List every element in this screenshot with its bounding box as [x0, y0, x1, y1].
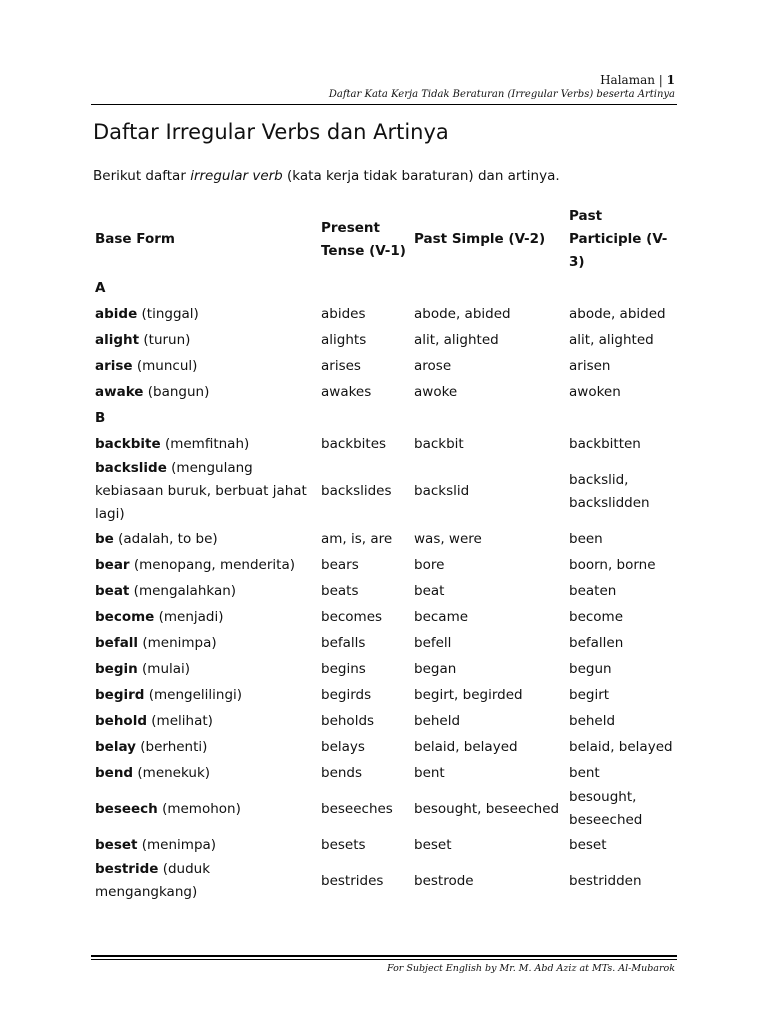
base-form-cell: [91, 708, 317, 734]
present-tense-cell: bestrides: [321, 872, 384, 889]
past-simple-cell: arose: [414, 357, 452, 374]
header-page: [600, 73, 675, 87]
base-form-cell: [91, 656, 317, 682]
present-tense-cell: backslides: [321, 483, 392, 499]
past-simple-cell: beheld: [414, 712, 461, 729]
present-tense-cell: beats: [321, 582, 359, 599]
verb: bear: [95, 556, 130, 573]
table-row: [91, 832, 677, 858]
meaning: (menopang, menderita): [129, 556, 295, 573]
intro-before: Berikut daftar: [93, 168, 191, 184]
past-participle-cell: besought, beseeched: [569, 789, 643, 828]
verb: alight: [95, 331, 140, 348]
footer-credit: For Subject English by Mr. M. Abd Aziz at MTs. Al-Mubarok: [387, 963, 675, 974]
table-body: [91, 275, 677, 904]
past-simple-cell: beat: [414, 582, 445, 599]
past-participle-cell: beset: [569, 836, 607, 853]
past-simple-cell: belaid, belayed: [414, 738, 518, 755]
intro-italic: irregular verb: [190, 168, 283, 184]
meaning: (mulai): [137, 660, 191, 677]
past-participle-cell: bent: [569, 764, 600, 781]
base-form-cell: [91, 630, 317, 656]
verb: backbite: [95, 435, 161, 452]
verb: beseech: [95, 800, 158, 817]
header-past-participle: Past Participle (V-3): [569, 208, 668, 270]
section-letter: B: [95, 409, 106, 426]
past-participle-cell: boorn, borne: [569, 556, 656, 573]
present-tense-cell: arises: [321, 357, 361, 374]
base-form-cell: [91, 682, 317, 708]
past-participle-cell: arisen: [569, 357, 611, 374]
table-row: [91, 656, 677, 682]
verb: arise: [95, 357, 133, 374]
base-form-cell: [91, 832, 317, 858]
meaning: (turun): [139, 331, 191, 348]
table-row: [91, 431, 677, 457]
past-simple-cell: backslid: [414, 483, 470, 499]
table-row: [91, 327, 677, 353]
table-row: [91, 858, 677, 904]
verb: backslide: [95, 460, 167, 476]
past-simple-cell: bore: [414, 556, 445, 573]
table-row: [91, 379, 677, 405]
table-row: [91, 604, 677, 630]
table-row: [91, 457, 677, 526]
present-tense-cell: becomes: [321, 608, 383, 625]
past-participle-cell: backbitten: [569, 435, 641, 452]
meaning: (menekuk): [133, 764, 211, 781]
base-form-cell: [91, 604, 317, 630]
meaning: (mengalahkan): [129, 582, 237, 599]
meaning: (adalah, to be): [113, 530, 218, 547]
present-tense-cell: backbites: [321, 435, 387, 452]
header-subtitle: Daftar Kata Kerja Tidak Beraturan (Irregular Verbs) beserta Artinya: [328, 89, 675, 100]
letter-row: [91, 405, 677, 431]
verb: belay: [95, 738, 136, 755]
verb: be: [95, 530, 114, 547]
meaning: (muncul): [132, 357, 198, 374]
meaning: (menimpa): [138, 634, 217, 651]
page-label: Halaman |: [600, 73, 663, 87]
base-form-cell: [91, 552, 317, 578]
intro-after: (kata kerja tidak baraturan) dan artinya.: [282, 168, 560, 184]
meaning: (berhenti): [135, 738, 208, 755]
meaning: (memfitnah): [160, 435, 250, 452]
table-row: [91, 630, 677, 656]
past-participle-cell: backslid, backslidden: [569, 471, 650, 511]
table-row: [91, 734, 677, 760]
base-form-cell: [91, 578, 317, 604]
meaning: (duduk mengangkang): [95, 861, 211, 900]
past-simple-cell: bent: [414, 764, 445, 781]
base-form-cell: [91, 858, 317, 904]
base-form-cell: [91, 353, 317, 379]
verb: beset: [95, 836, 138, 853]
present-tense-cell: awakes: [321, 383, 372, 400]
past-participle-cell: begirt: [569, 686, 610, 703]
meaning: (mengulang kebiasaan buruk, berbuat jahat lagi): [95, 460, 307, 522]
present-tense-cell: begins: [321, 660, 366, 677]
past-participle-cell: abode, abided: [569, 305, 666, 322]
verb: become: [95, 608, 155, 625]
present-tense-cell: bears: [321, 556, 359, 573]
present-tense-cell: alights: [321, 331, 367, 348]
past-simple-cell: became: [414, 608, 469, 625]
past-participle-cell: been: [569, 530, 603, 547]
past-simple-cell: was, were: [414, 530, 482, 547]
past-simple-cell: befell: [414, 634, 452, 651]
verbs-table: [91, 204, 677, 904]
past-participle-cell: bestridden: [569, 872, 642, 889]
meaning: (melihat): [147, 712, 213, 729]
table-row: [91, 708, 677, 734]
meaning: (memohon): [157, 800, 241, 817]
past-simple-cell: beset: [414, 836, 452, 853]
base-form-cell: [91, 431, 317, 457]
past-simple-cell: abode, abided: [414, 305, 511, 322]
base-form-cell: [91, 301, 317, 327]
past-simple-cell: backbit: [414, 435, 464, 452]
verb: begin: [95, 660, 138, 677]
intro-paragraph: [93, 168, 560, 184]
footer-rule-thick: [91, 955, 677, 957]
present-tense-cell: beholds: [321, 712, 375, 729]
present-tense-cell: belays: [321, 738, 365, 755]
past-simple-cell: begirt, begirded: [414, 686, 523, 703]
past-simple-cell: besought, beseeched: [414, 800, 560, 817]
table-row: [91, 578, 677, 604]
past-simple-cell: began: [414, 660, 457, 677]
present-tense-cell: am, is, are: [321, 530, 393, 547]
present-tense-cell: bends: [321, 764, 363, 781]
table-header-row: [91, 204, 677, 275]
verb: behold: [95, 712, 147, 729]
table-row: [91, 301, 677, 327]
letter-row: [91, 275, 677, 301]
table-row: [91, 760, 677, 786]
header-present-tense: Present Tense (V-1): [321, 219, 406, 259]
table-row: [91, 353, 677, 379]
verb: beat: [95, 582, 130, 599]
past-participle-cell: beheld: [569, 712, 616, 729]
table-row: [91, 552, 677, 578]
meaning: (tinggal): [137, 305, 199, 322]
verb: bestride: [95, 861, 159, 877]
page-number: 1: [666, 73, 675, 87]
past-participle-cell: awoken: [569, 383, 621, 400]
header-base-form: Base Form: [95, 231, 175, 247]
past-simple-cell: alit, alighted: [414, 331, 499, 348]
base-form-cell: [91, 526, 317, 552]
present-tense-cell: abides: [321, 305, 366, 322]
past-simple-cell: bestrode: [414, 872, 474, 889]
past-participle-cell: alit, alighted: [569, 331, 654, 348]
meaning: (menimpa): [137, 836, 217, 853]
verb: abide: [95, 305, 138, 322]
page-title: Daftar Irregular Verbs dan Artinya: [93, 120, 449, 144]
present-tense-cell: befalls: [321, 634, 366, 651]
base-form-cell: [91, 760, 317, 786]
base-form-cell: [91, 786, 317, 832]
meaning: (menjadi): [154, 608, 224, 625]
section-letter: A: [95, 279, 106, 296]
present-tense-cell: begirds: [321, 686, 372, 703]
base-form-cell: [91, 457, 317, 526]
present-tense-cell: besets: [321, 836, 366, 853]
base-form-cell: [91, 734, 317, 760]
past-participle-cell: belaid, belayed: [569, 738, 673, 755]
past-participle-cell: become: [569, 608, 624, 625]
footer-rule-thin: [91, 959, 677, 960]
verb: awake: [95, 383, 144, 400]
meaning: (mengelilingi): [144, 686, 243, 703]
meaning: (bangun): [143, 383, 210, 400]
header-rule: [91, 104, 677, 105]
present-tense-cell: beseeches: [321, 800, 393, 817]
table-row: [91, 682, 677, 708]
base-form-cell: [91, 379, 317, 405]
verb: bend: [95, 764, 134, 781]
table-row: [91, 526, 677, 552]
past-participle-cell: begun: [569, 660, 612, 677]
verb: befall: [95, 634, 139, 651]
verb: begird: [95, 686, 145, 703]
base-form-cell: [91, 327, 317, 353]
header-past-simple: Past Simple (V-2): [414, 231, 546, 247]
past-simple-cell: awoke: [414, 383, 458, 400]
past-participle-cell: befallen: [569, 634, 624, 651]
past-participle-cell: beaten: [569, 582, 617, 599]
table-row: [91, 786, 677, 832]
